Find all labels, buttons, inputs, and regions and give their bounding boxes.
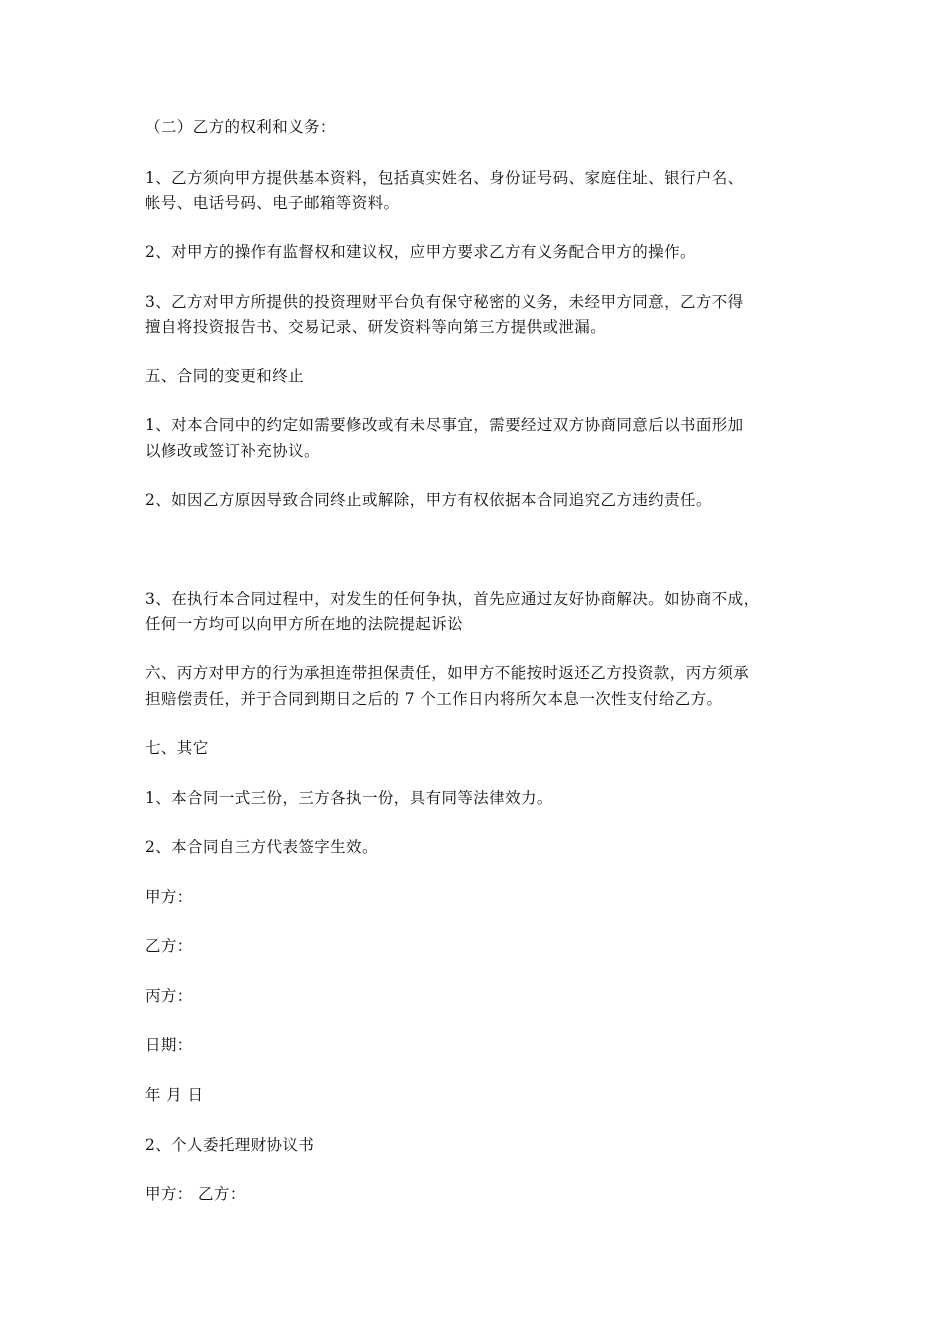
paragraph-line: 1、本合同一式三份，三方各执一份，具有同等法律效力。 [145, 789, 553, 807]
signature-party-a: 甲方： [145, 888, 193, 906]
document-subtitle: 2、个人委托理财协议书 [145, 1136, 315, 1154]
paragraph-line: 任何一方均可以向甲方所在地的法院提起诉讼 [145, 615, 464, 633]
paragraph-line: 1、对本合同中的约定如需要修改或有未尽事宜，需要经过双方协商同意后以书面形加 [145, 416, 744, 434]
paragraph-line: 2、对甲方的操作有监督权和建议权，应甲方要求乙方有义务配合甲方的操作。 [145, 243, 696, 261]
paragraph-line: 六、丙方对甲方的行为承担连带担保责任，如甲方不能按时返还乙方投资款，丙方须承 [145, 664, 750, 682]
paragraph-line: 担赔偿责任，并于合同到期日之后的 7 个工作日内将所欠本息一次性支付给乙方。 [145, 690, 723, 708]
signature-party-b: 乙方： [145, 937, 193, 955]
parties-line: 甲方： 乙方： [145, 1185, 246, 1203]
paragraph-line: 2、本合同自三方代表签字生效。 [145, 838, 378, 856]
paragraph-line: 1、乙方须向甲方提供基本资料，包括真实姓名、身份证号码、家庭住址、银行户名、 [145, 169, 744, 187]
signature-date-fields: 年 月 日 [145, 1086, 204, 1104]
paragraph-line: 以修改或签订补充协议。 [145, 442, 320, 460]
section-heading-other: 七、其它 [145, 739, 209, 757]
signature-date-label: 日期： [145, 1036, 193, 1054]
paragraph-line: 3、乙方对甲方所提供的投资理财平台负有保守秘密的义务，未经甲方同意，乙方不得 [145, 293, 744, 311]
signature-party-c: 丙方： [145, 987, 193, 1005]
paragraph-line: 帐号、电话号码、电子邮箱等资料。 [145, 194, 400, 212]
paragraph-line: 3、在执行本合同过程中，对发生的任何争执，首先应通过友好协商解决。如协商不成， [145, 590, 760, 608]
paragraph-line: 2、如因乙方原因导致合同终止或解除，甲方有权依据本合同追究乙方违约责任。 [145, 491, 712, 509]
paragraph-line: 擅自将投资报告书、交易记录、研发资料等向第三方提供或泄漏。 [145, 318, 607, 336]
section-heading-party-b-rights: （二）乙方的权利和义务： [145, 118, 336, 136]
section-heading-change-termination: 五、合同的变更和终止 [145, 367, 305, 385]
